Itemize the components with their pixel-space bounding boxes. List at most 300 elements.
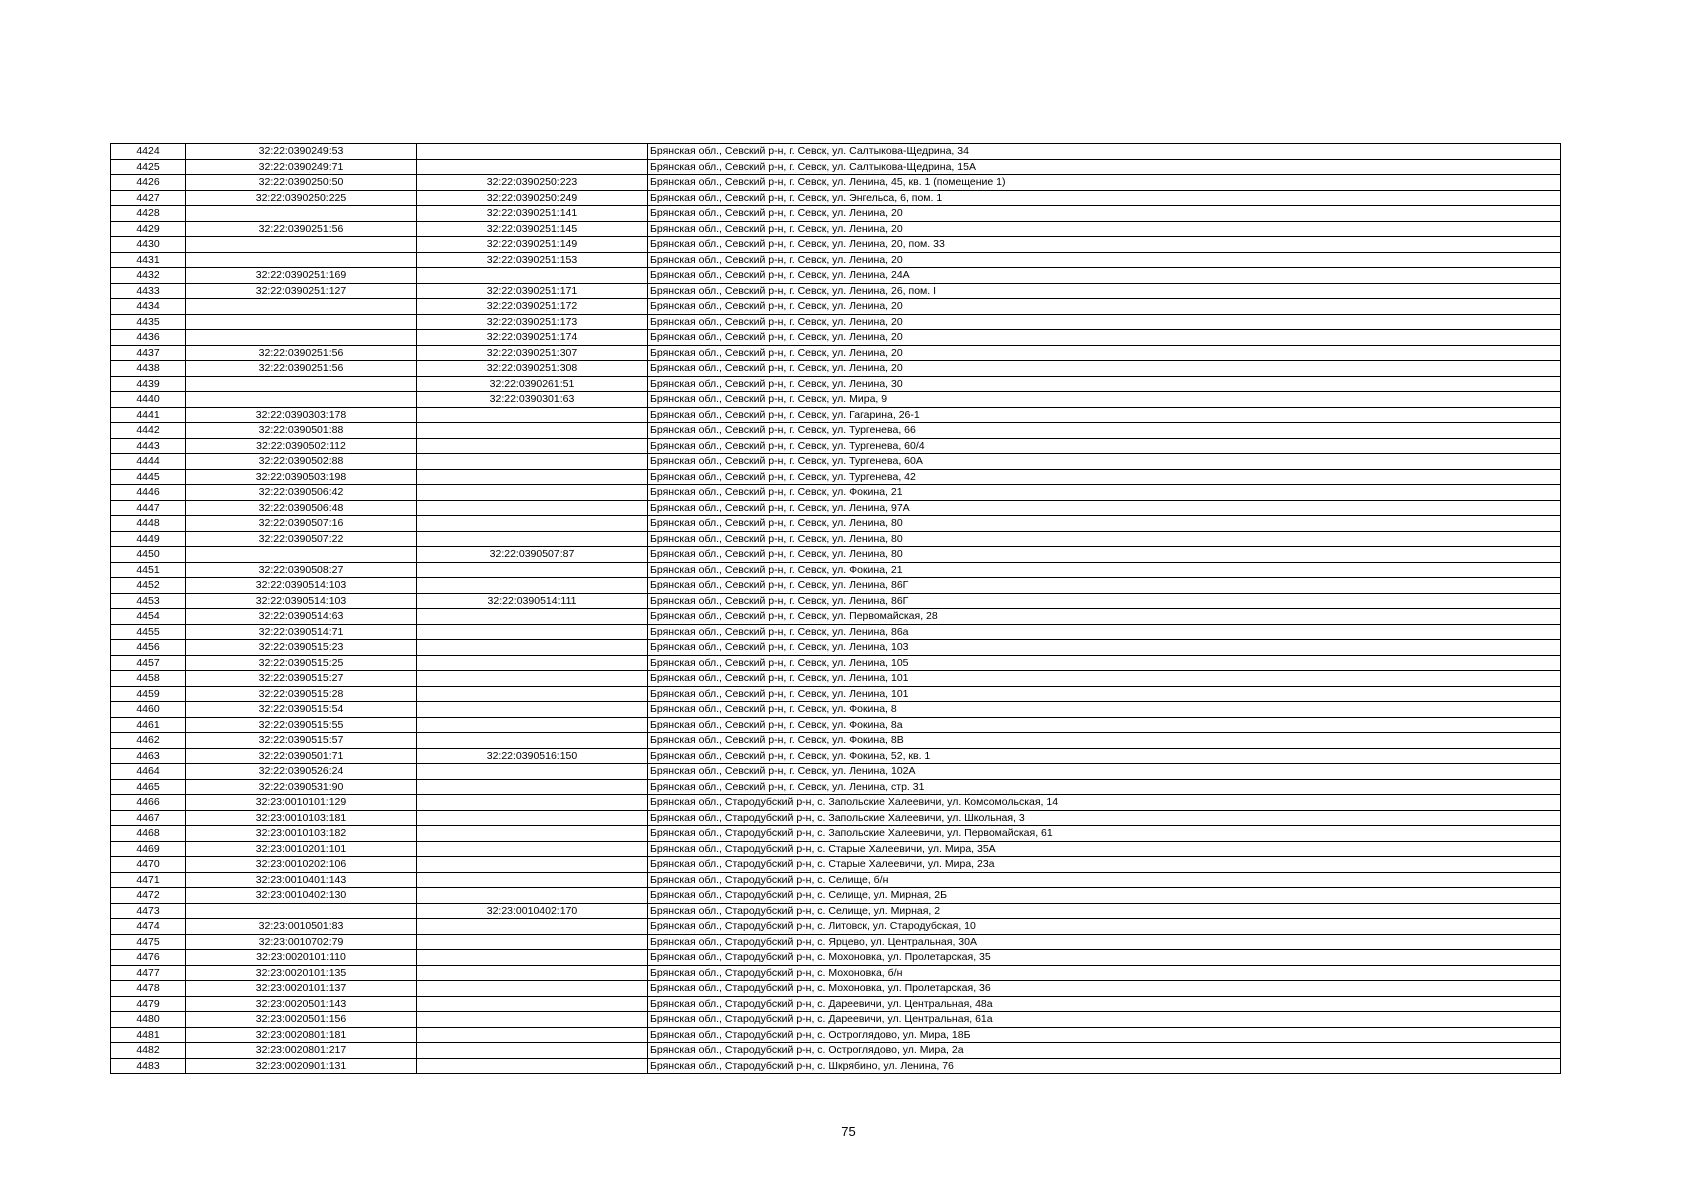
address-cell: Брянская обл., Стародубский р-н, с. Мохоновка, ул. Пролетарская, 35 (648, 950, 1561, 966)
cadastral-number-cell: 32:22:0390514:103 (186, 593, 417, 609)
address-cell: Брянская обл., Стародубский р-н, с. Остроглядово, ул. Мира, 2а (648, 1043, 1561, 1059)
address-cell: Брянская обл., Севский р-н, г. Севск, ул. Ленина, 86Г (648, 593, 1561, 609)
cadastral-number-cell: 32:23:0020901:131 (186, 1058, 417, 1074)
building-cadastral-number-cell (417, 578, 648, 594)
table-row (111, 221, 1561, 237)
address-cell: Брянская обл., Севский р-н, г. Севск, ул. Фокина, 8а (648, 717, 1561, 733)
cadastral-number-cell: 32:22:0390249:53 (186, 144, 417, 160)
cadastral-number-cell: 32:23:0010101:129 (186, 795, 417, 811)
address-cell: Брянская обл., Севский р-н, г. Севск, ул. Первомайская, 28 (648, 609, 1561, 625)
building-cadastral-number-cell (417, 144, 648, 160)
document-table-body (111, 144, 1561, 1074)
row-number-cell: 4468 (111, 826, 186, 842)
table-row (111, 872, 1561, 888)
row-number-cell: 4477 (111, 965, 186, 981)
table-row (111, 919, 1561, 935)
building-cadastral-number-cell (417, 888, 648, 904)
table-row (111, 671, 1561, 687)
cadastral-number-cell: 32:22:0390506:48 (186, 500, 417, 516)
table-row (111, 485, 1561, 501)
table-row (111, 857, 1561, 873)
table-row (111, 717, 1561, 733)
table-row (111, 175, 1561, 191)
cadastral-number-cell (186, 376, 417, 392)
cadastral-number-cell: 32:22:0390251:56 (186, 361, 417, 377)
row-number-cell: 4438 (111, 361, 186, 377)
table-row (111, 996, 1561, 1012)
address-cell: Брянская обл., Севский р-н, г. Севск, ул. Тургенева, 60/4 (648, 438, 1561, 454)
building-cadastral-number-cell (417, 640, 648, 656)
row-number-cell: 4440 (111, 392, 186, 408)
cadastral-number-cell (186, 299, 417, 315)
address-cell: Брянская обл., Севский р-н, г. Севск, ул. Ленина, 86а (648, 624, 1561, 640)
cadastral-number-cell (186, 206, 417, 222)
cadastral-number-cell: 32:22:0390507:16 (186, 516, 417, 532)
cadastral-number-cell (186, 237, 417, 253)
building-cadastral-number-cell (417, 965, 648, 981)
building-cadastral-number-cell (417, 1058, 648, 1074)
row-number-cell: 4463 (111, 748, 186, 764)
row-number-cell: 4469 (111, 841, 186, 857)
cadastral-number-cell (186, 252, 417, 268)
table-row (111, 159, 1561, 175)
address-cell: Брянская обл., Стародубский р-н, с. Дареевичи, ул. Центральная, 61а (648, 1012, 1561, 1028)
cadastral-number-cell: 32:23:0010201:101 (186, 841, 417, 857)
table-row (111, 190, 1561, 206)
cadastral-number-cell: 32:22:0390515:28 (186, 686, 417, 702)
table-row (111, 578, 1561, 594)
address-cell: Брянская обл., Севский р-н, г. Севск, ул. Ленина, 101 (648, 686, 1561, 702)
row-number-cell: 4425 (111, 159, 186, 175)
building-cadastral-number-cell (417, 562, 648, 578)
cadastral-number-cell: 32:23:0010702:79 (186, 934, 417, 950)
row-number-cell: 4462 (111, 733, 186, 749)
table-row (111, 795, 1561, 811)
row-number-cell: 4483 (111, 1058, 186, 1074)
table-row (111, 1027, 1561, 1043)
cadastral-number-cell: 32:22:0390250:50 (186, 175, 417, 191)
cadastral-number-cell: 32:23:0010402:130 (186, 888, 417, 904)
row-number-cell: 4443 (111, 438, 186, 454)
building-cadastral-number-cell (417, 996, 648, 1012)
building-cadastral-number-cell: 32:22:0390251:153 (417, 252, 648, 268)
row-number-cell: 4479 (111, 996, 186, 1012)
table-row (111, 981, 1561, 997)
table-row (111, 516, 1561, 532)
row-number-cell: 4428 (111, 206, 186, 222)
cadastral-number-cell: 32:23:0010103:182 (186, 826, 417, 842)
address-cell: Брянская обл., Стародубский р-н, с. Запольские Халеевичи, ул. Школьная, 3 (648, 810, 1561, 826)
address-cell: Брянская обл., Стародубский р-н, с. Запольские Халеевичи, ул. Комсомольская, 14 (648, 795, 1561, 811)
building-cadastral-number-cell: 32:22:0390261:51 (417, 376, 648, 392)
address-cell: Брянская обл., Севский р-н, г. Севск, ул. Ленина, 24А (648, 268, 1561, 284)
address-cell: Брянская обл., Севский р-н, г. Севск, ул. Фокина, 21 (648, 562, 1561, 578)
building-cadastral-number-cell (417, 500, 648, 516)
building-cadastral-number-cell (417, 624, 648, 640)
row-number-cell: 4473 (111, 903, 186, 919)
address-cell: Брянская обл., Севский р-н, г. Севск, ул. Ленина, 20 (648, 252, 1561, 268)
table-row (111, 454, 1561, 470)
address-cell: Брянская обл., Севский р-н, г. Севск, ул. Ленина, 105 (648, 655, 1561, 671)
address-cell: Брянская обл., Севский р-н, г. Севск, ул. Ленина, 20 (648, 330, 1561, 346)
cadastral-number-cell: 32:22:0390501:71 (186, 748, 417, 764)
address-cell: Брянская обл., Севский р-н, г. Севск, ул. Ленина, 45, кв. 1 (помещение 1) (648, 175, 1561, 191)
address-cell: Брянская обл., Севский р-н, г. Севск, ул. Ленина, стр. 31 (648, 779, 1561, 795)
row-number-cell: 4442 (111, 423, 186, 439)
building-cadastral-number-cell (417, 516, 648, 532)
table-row (111, 888, 1561, 904)
building-cadastral-number-cell: 32:22:0390516:150 (417, 748, 648, 764)
building-cadastral-number-cell (417, 1012, 648, 1028)
table-row (111, 593, 1561, 609)
row-number-cell: 4436 (111, 330, 186, 346)
cadastral-number-cell: 32:22:0390303:178 (186, 407, 417, 423)
cadastral-number-cell: 32:22:0390251:56 (186, 345, 417, 361)
cadastral-number-cell: 32:22:0390249:71 (186, 159, 417, 175)
row-number-cell: 4459 (111, 686, 186, 702)
table-row (111, 748, 1561, 764)
table-row (111, 562, 1561, 578)
cadastral-number-cell: 32:22:0390531:90 (186, 779, 417, 795)
building-cadastral-number-cell: 32:22:0390251:141 (417, 206, 648, 222)
cadastral-number-cell: 32:22:0390515:57 (186, 733, 417, 749)
table-row (111, 252, 1561, 268)
table-row (111, 733, 1561, 749)
address-cell: Брянская обл., Севский р-н, г. Севск, ул. Энгельса, 6, пом. 1 (648, 190, 1561, 206)
cadastral-number-cell (186, 314, 417, 330)
row-number-cell: 4445 (111, 469, 186, 485)
cadastral-number-cell: 32:22:0390515:25 (186, 655, 417, 671)
cadastral-number-cell: 32:22:0390502:88 (186, 454, 417, 470)
table-row (111, 779, 1561, 795)
row-number-cell: 4431 (111, 252, 186, 268)
table-row (111, 655, 1561, 671)
building-cadastral-number-cell: 32:22:0390251:171 (417, 283, 648, 299)
building-cadastral-number-cell: 32:22:0390251:149 (417, 237, 648, 253)
row-number-cell: 4456 (111, 640, 186, 656)
building-cadastral-number-cell (417, 733, 648, 749)
building-cadastral-number-cell (417, 531, 648, 547)
table-row (111, 640, 1561, 656)
address-cell: Брянская обл., Стародубский р-н, с. Дареевичи, ул. Центральная, 48а (648, 996, 1561, 1012)
building-cadastral-number-cell (417, 655, 648, 671)
address-cell: Брянская обл., Севский р-н, г. Севск, ул. Ленина, 80 (648, 516, 1561, 532)
building-cadastral-number-cell (417, 485, 648, 501)
table-row (111, 950, 1561, 966)
building-cadastral-number-cell (417, 779, 648, 795)
table-row (111, 841, 1561, 857)
cadastral-number-cell: 32:22:0390506:42 (186, 485, 417, 501)
row-number-cell: 4464 (111, 764, 186, 780)
building-cadastral-number-cell (417, 159, 648, 175)
address-cell: Брянская обл., Севский р-н, г. Севск, ул. Мира, 9 (648, 392, 1561, 408)
building-cadastral-number-cell (417, 919, 648, 935)
building-cadastral-number-cell: 32:22:0390250:249 (417, 190, 648, 206)
row-number-cell: 4448 (111, 516, 186, 532)
building-cadastral-number-cell (417, 872, 648, 888)
row-number-cell: 4476 (111, 950, 186, 966)
address-cell: Брянская обл., Севский р-н, г. Севск, ул. Фокина, 52, кв. 1 (648, 748, 1561, 764)
cadastral-number-cell (186, 547, 417, 563)
row-number-cell: 4434 (111, 299, 186, 315)
address-cell: Брянская обл., Стародубский р-н, с. Мохоновка, б/н (648, 965, 1561, 981)
row-number-cell: 4447 (111, 500, 186, 516)
table-row (111, 361, 1561, 377)
address-cell: Брянская обл., Стародубский р-н, с. Запольские Халеевичи, ул. Первомайская, 61 (648, 826, 1561, 842)
table-row (111, 500, 1561, 516)
cadastral-number-cell: 32:23:0020801:181 (186, 1027, 417, 1043)
row-number-cell: 4432 (111, 268, 186, 284)
building-cadastral-number-cell: 32:22:0390251:145 (417, 221, 648, 237)
cadastral-number-cell: 32:23:0010202:106 (186, 857, 417, 873)
cadastral-number-cell: 32:22:0390514:71 (186, 624, 417, 640)
table-row (111, 1012, 1561, 1028)
address-cell: Брянская обл., Стародубский р-н, с. Мохоновка, ул. Пролетарская, 36 (648, 981, 1561, 997)
cadastral-number-cell: 32:23:0020101:135 (186, 965, 417, 981)
row-number-cell: 4430 (111, 237, 186, 253)
cadastral-number-cell: 32:22:0390250:225 (186, 190, 417, 206)
address-cell: Брянская обл., Севский р-н, г. Севск, ул. Фокина, 8В (648, 733, 1561, 749)
address-cell: Брянская обл., Стародубский р-н, с. Селище, ул. Мирная, 2Б (648, 888, 1561, 904)
table-row (111, 531, 1561, 547)
row-number-cell: 4454 (111, 609, 186, 625)
address-cell: Брянская обл., Севский р-н, г. Севск, ул. Ленина, 26, пом. I (648, 283, 1561, 299)
building-cadastral-number-cell: 32:22:0390514:111 (417, 593, 648, 609)
building-cadastral-number-cell (417, 764, 648, 780)
table-row (111, 624, 1561, 640)
cadastral-number-cell: 32:22:0390526:24 (186, 764, 417, 780)
cadastral-number-cell: 32:23:0010401:143 (186, 872, 417, 888)
cadastral-number-cell: 32:23:0020801:217 (186, 1043, 417, 1059)
address-cell: Брянская обл., Севский р-н, г. Севск, ул. Ленина, 20 (648, 345, 1561, 361)
building-cadastral-number-cell: 32:22:0390251:308 (417, 361, 648, 377)
row-number-cell: 4452 (111, 578, 186, 594)
row-number-cell: 4427 (111, 190, 186, 206)
row-number-cell: 4466 (111, 795, 186, 811)
address-cell: Брянская обл., Севский р-н, г. Севск, ул. Салтыкова-Щедрина, 15А (648, 159, 1561, 175)
building-cadastral-number-cell: 32:22:0390250:223 (417, 175, 648, 191)
table-row (111, 299, 1561, 315)
building-cadastral-number-cell: 32:23:0010402:170 (417, 903, 648, 919)
address-cell: Брянская обл., Севский р-н, г. Севск, ул. Ленина, 86Г (648, 578, 1561, 594)
address-cell: Брянская обл., Севский р-н, г. Севск, ул. Тургенева, 60А (648, 454, 1561, 470)
row-number-cell: 4471 (111, 872, 186, 888)
row-number-cell: 4461 (111, 717, 186, 733)
cadastral-number-cell: 32:22:0390515:27 (186, 671, 417, 687)
table-row (111, 330, 1561, 346)
row-number-cell: 4429 (111, 221, 186, 237)
building-cadastral-number-cell (417, 950, 648, 966)
cadastral-number-cell: 32:22:0390507:22 (186, 531, 417, 547)
table-row (111, 206, 1561, 222)
table-row (111, 268, 1561, 284)
address-cell: Брянская обл., Севский р-н, г. Севск, ул. Ленина, 20 (648, 361, 1561, 377)
cadastral-number-cell: 32:22:0390515:23 (186, 640, 417, 656)
table-row (111, 1043, 1561, 1059)
table-row (111, 764, 1561, 780)
address-cell: Брянская обл., Севский р-н, г. Севск, ул. Фокина, 21 (648, 485, 1561, 501)
row-number-cell: 4449 (111, 531, 186, 547)
table-row (111, 345, 1561, 361)
table-row (111, 810, 1561, 826)
document-table (110, 143, 1561, 1074)
cadastral-number-cell: 32:22:0390514:103 (186, 578, 417, 594)
building-cadastral-number-cell (417, 857, 648, 873)
table-row (111, 934, 1561, 950)
row-number-cell: 4424 (111, 144, 186, 160)
row-number-cell: 4475 (111, 934, 186, 950)
address-cell: Брянская обл., Севский р-н, г. Севск, ул. Ленина, 20, пом. 33 (648, 237, 1561, 253)
row-number-cell: 4482 (111, 1043, 186, 1059)
building-cadastral-number-cell (417, 1027, 648, 1043)
row-number-cell: 4446 (111, 485, 186, 501)
address-cell: Брянская обл., Севский р-н, г. Севск, ул. Ленина, 20 (648, 206, 1561, 222)
cadastral-number-cell: 32:22:0390508:27 (186, 562, 417, 578)
address-cell: Брянская обл., Севский р-н, г. Севск, ул. Тургенева, 42 (648, 469, 1561, 485)
table-row (111, 686, 1561, 702)
row-number-cell: 4474 (111, 919, 186, 935)
address-cell: Брянская обл., Севский р-н, г. Севск, ул. Ленина, 20 (648, 221, 1561, 237)
cadastral-number-cell: 32:22:0390502:112 (186, 438, 417, 454)
row-number-cell: 4426 (111, 175, 186, 191)
row-number-cell: 4467 (111, 810, 186, 826)
table-row (111, 283, 1561, 299)
row-number-cell: 4441 (111, 407, 186, 423)
row-number-cell: 4439 (111, 376, 186, 392)
table-row (111, 438, 1561, 454)
address-cell: Брянская обл., Севский р-н, г. Севск, ул. Ленина, 30 (648, 376, 1561, 392)
address-cell: Брянская обл., Севский р-н, г. Севск, ул. Ленина, 80 (648, 547, 1561, 563)
row-number-cell: 4465 (111, 779, 186, 795)
building-cadastral-number-cell (417, 438, 648, 454)
cadastral-number-cell (186, 392, 417, 408)
table-row (111, 702, 1561, 718)
cadastral-number-cell: 32:22:0390514:63 (186, 609, 417, 625)
building-cadastral-number-cell (417, 795, 648, 811)
building-cadastral-number-cell (417, 609, 648, 625)
address-cell: Брянская обл., Севский р-н, г. Севск, ул. Ленина, 103 (648, 640, 1561, 656)
building-cadastral-number-cell: 32:22:0390507:87 (417, 547, 648, 563)
row-number-cell: 4453 (111, 593, 186, 609)
address-cell: Брянская обл., Стародубский р-н, с. Старые Халеевичи, ул. Мира, 35А (648, 841, 1561, 857)
page-number: 75 (841, 1124, 856, 1139)
address-cell: Брянская обл., Стародубский р-н, с. Селище, б/н (648, 872, 1561, 888)
address-cell: Брянская обл., Стародубский р-н, с. Шкрябино, ул. Ленина, 76 (648, 1058, 1561, 1074)
row-number-cell: 4455 (111, 624, 186, 640)
address-cell: Брянская обл., Севский р-н, г. Севск, ул. Ленина, 80 (648, 531, 1561, 547)
cadastral-number-cell: 32:23:0020501:156 (186, 1012, 417, 1028)
cadastral-number-cell: 32:23:0010103:181 (186, 810, 417, 826)
table-row (111, 903, 1561, 919)
table-row (111, 965, 1561, 981)
building-cadastral-number-cell (417, 423, 648, 439)
row-number-cell: 4451 (111, 562, 186, 578)
row-number-cell: 4472 (111, 888, 186, 904)
address-cell: Брянская обл., Севский р-н, г. Севск, ул. Ленина, 101 (648, 671, 1561, 687)
row-number-cell: 4458 (111, 671, 186, 687)
table-row (111, 609, 1561, 625)
table-row (111, 392, 1561, 408)
building-cadastral-number-cell (417, 841, 648, 857)
address-cell: Брянская обл., Севский р-н, г. Севск, ул. Ленина, 20 (648, 314, 1561, 330)
address-cell: Брянская обл., Севский р-н, г. Севск, ул. Фокина, 8 (648, 702, 1561, 718)
row-number-cell: 4481 (111, 1027, 186, 1043)
cadastral-number-cell: 32:22:0390503:198 (186, 469, 417, 485)
building-cadastral-number-cell (417, 702, 648, 718)
cadastral-number-cell: 32:22:0390501:88 (186, 423, 417, 439)
table-row (111, 826, 1561, 842)
address-cell: Брянская обл., Стародубский р-н, с. Старые Халеевичи, ул. Мира, 23а (648, 857, 1561, 873)
row-number-cell: 4480 (111, 1012, 186, 1028)
row-number-cell: 4460 (111, 702, 186, 718)
address-cell: Брянская обл., Стародубский р-н, с. Остроглядово, ул. Мира, 18Б (648, 1027, 1561, 1043)
cadastral-number-cell: 32:22:0390515:55 (186, 717, 417, 733)
table-row (111, 407, 1561, 423)
table-row (111, 376, 1561, 392)
cadastral-number-cell: 32:23:0020101:110 (186, 950, 417, 966)
address-cell: Брянская обл., Севский р-н, г. Севск, ул. Салтыкова-Щедрина, 34 (648, 144, 1561, 160)
row-number-cell: 4478 (111, 981, 186, 997)
cadastral-number-cell: 32:22:0390251:169 (186, 268, 417, 284)
row-number-cell: 4437 (111, 345, 186, 361)
address-cell: Брянская обл., Стародубский р-н, с. Селище, ул. Мирная, 2 (648, 903, 1561, 919)
building-cadastral-number-cell (417, 826, 648, 842)
address-cell: Брянская обл., Севский р-н, г. Севск, ул. Ленина, 20 (648, 299, 1561, 315)
building-cadastral-number-cell: 32:22:0390251:174 (417, 330, 648, 346)
row-number-cell: 4435 (111, 314, 186, 330)
cadastral-number-cell (186, 903, 417, 919)
building-cadastral-number-cell (417, 407, 648, 423)
cadastral-number-cell: 32:22:0390251:56 (186, 221, 417, 237)
building-cadastral-number-cell (417, 934, 648, 950)
cadastral-number-cell: 32:23:0020101:137 (186, 981, 417, 997)
row-number-cell: 4457 (111, 655, 186, 671)
building-cadastral-number-cell: 32:22:0390301:63 (417, 392, 648, 408)
building-cadastral-number-cell (417, 686, 648, 702)
building-cadastral-number-cell (417, 671, 648, 687)
table-row (111, 423, 1561, 439)
table-row (111, 237, 1561, 253)
building-cadastral-number-cell: 32:22:0390251:172 (417, 299, 648, 315)
address-cell: Брянская обл., Стародубский р-н, с. Литовск, ул. Стародубская, 10 (648, 919, 1561, 935)
building-cadastral-number-cell: 32:22:0390251:307 (417, 345, 648, 361)
building-cadastral-number-cell (417, 454, 648, 470)
cadastral-number-cell: 32:22:0390251:127 (186, 283, 417, 299)
cadastral-number-cell: 32:22:0390515:54 (186, 702, 417, 718)
row-number-cell: 4470 (111, 857, 186, 873)
row-number-cell: 4450 (111, 547, 186, 563)
address-cell: Брянская обл., Стародубский р-н, с. Ярцево, ул. Центральная, 30А (648, 934, 1561, 950)
table-row (111, 144, 1561, 160)
building-cadastral-number-cell (417, 1043, 648, 1059)
table-row (111, 314, 1561, 330)
cadastral-number-cell: 32:23:0020501:143 (186, 996, 417, 1012)
building-cadastral-number-cell (417, 717, 648, 733)
building-cadastral-number-cell: 32:22:0390251:173 (417, 314, 648, 330)
address-cell: Брянская обл., Севский р-н, г. Севск, ул. Гагарина, 26-1 (648, 407, 1561, 423)
table-row (111, 469, 1561, 485)
building-cadastral-number-cell (417, 268, 648, 284)
building-cadastral-number-cell (417, 810, 648, 826)
address-cell: Брянская обл., Севский р-н, г. Севск, ул. Ленина, 102А (648, 764, 1561, 780)
building-cadastral-number-cell (417, 981, 648, 997)
address-cell: Брянская обл., Севский р-н, г. Севск, ул. Ленина, 97А (648, 500, 1561, 516)
row-number-cell: 4444 (111, 454, 186, 470)
cadastral-number-cell (186, 330, 417, 346)
table-row (111, 1058, 1561, 1074)
cadastral-number-cell: 32:23:0010501:83 (186, 919, 417, 935)
building-cadastral-number-cell (417, 469, 648, 485)
